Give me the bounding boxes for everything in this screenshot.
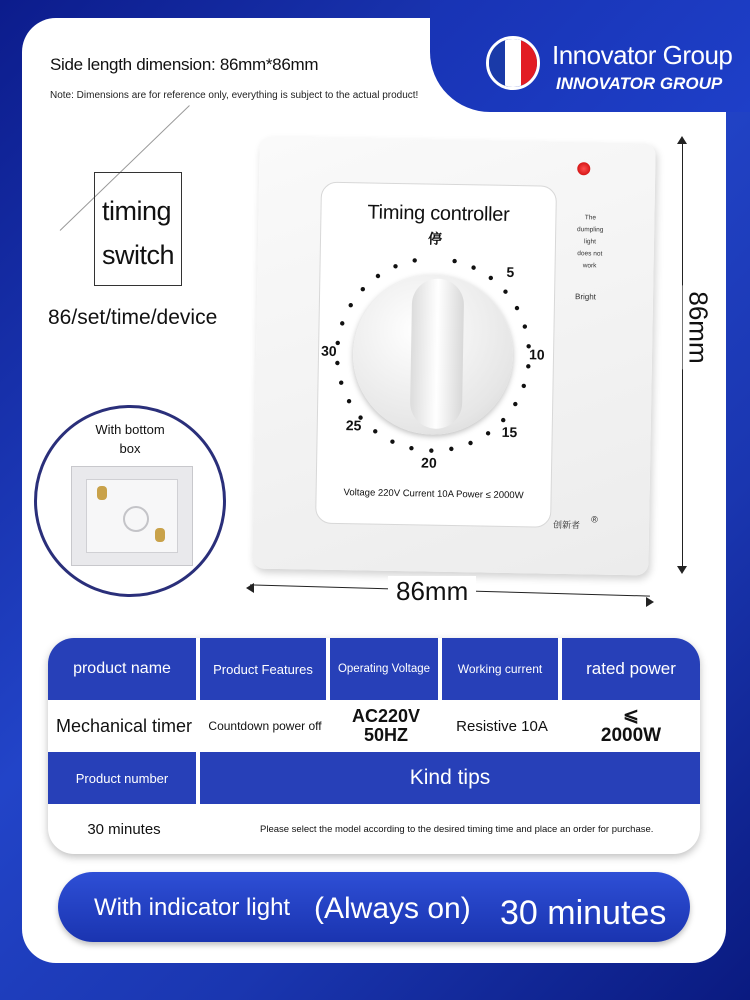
- dial-dot: [393, 264, 397, 268]
- dial-dot: [335, 361, 339, 365]
- switch-label-line1: timing: [102, 196, 172, 226]
- french-flag-icon: [486, 36, 540, 90]
- tick-label-15: 15: [501, 423, 518, 441]
- bottom-box-label: With bottom box: [95, 422, 165, 456]
- controller-title: Timing controller: [367, 201, 510, 226]
- bottom-box-image: [34, 405, 226, 597]
- dial-dot: [522, 384, 526, 388]
- spec-table: [48, 638, 700, 854]
- banner-always-on-text: (Always on): [314, 892, 471, 925]
- dial-dot: [468, 441, 472, 445]
- dimension-note: Note: Dimensions are for reference only, everything is subject to the actual product!: [50, 90, 419, 101]
- dial: [317, 231, 555, 475]
- timer-panel: [252, 137, 655, 576]
- dial-dot: [489, 276, 493, 280]
- header-product-features: Product Features: [200, 638, 328, 700]
- cell-operating-voltage: AC220V 50HZ: [351, 706, 421, 745]
- tick-label-10: 10: [528, 346, 545, 363]
- width-dimension-label: 86mm: [388, 576, 476, 607]
- dial-dot: [361, 287, 365, 291]
- cell-product-number: 30 minutes: [87, 820, 161, 838]
- bright-label: Bright: [574, 292, 597, 302]
- cell-kind-tip: Please select the model according to the desired timing time and place an order for purchase.: [260, 823, 654, 835]
- kind-tips-label: Kind tips: [200, 752, 700, 804]
- knob-grip[interactable]: [410, 278, 465, 429]
- dial-dot: [373, 429, 377, 433]
- switch-label-line2: switch: [102, 240, 175, 270]
- tick-label-20: 20: [420, 454, 437, 471]
- led-note: The dumpling light does not work: [576, 214, 604, 270]
- dial-dot: [339, 380, 343, 384]
- registered-mark: ®: [591, 514, 598, 525]
- header-operating-voltage: Operating Voltage: [330, 638, 440, 700]
- dial-dot: [523, 324, 527, 328]
- spec-text: Voltage 220V Current 10A Power ≤ 2000W: [343, 487, 524, 502]
- tick-label-25: 25: [345, 417, 362, 434]
- dial-dot: [452, 259, 456, 263]
- timer-face: [315, 182, 557, 528]
- arrow-left-icon: [246, 583, 254, 593]
- brand-title: Innovator Group: [552, 40, 733, 70]
- dial-dot: [471, 265, 475, 269]
- dimension-title: Side length dimension: 86mm*86mm: [50, 55, 319, 74]
- dial-dot: [390, 439, 394, 443]
- dial-dot: [429, 448, 433, 452]
- dial-dot: [340, 321, 344, 325]
- dial-dot: [347, 399, 351, 403]
- mounting-box-icon: [71, 466, 193, 566]
- dial-dot: [486, 431, 490, 435]
- header-rated-power: rated power: [562, 638, 700, 700]
- brand-subtitle: INNOVATOR GROUP: [556, 74, 723, 93]
- tick-label-30: 30: [320, 342, 337, 359]
- dial-dot: [526, 364, 530, 368]
- tick-label-5: 5: [506, 263, 515, 281]
- switch-subtitle: 86/set/time/device: [48, 306, 218, 329]
- arrow-down-icon: [677, 566, 687, 574]
- cell-rated-power: ⩽ 2000W: [600, 705, 662, 746]
- dial-dot: [449, 447, 453, 451]
- brand-logo: 创新者: [552, 519, 581, 531]
- dial-dot: [501, 418, 505, 422]
- height-dimension-label: 86mm: [683, 285, 714, 369]
- brand-header: [486, 34, 736, 98]
- dial-dot: [376, 274, 380, 278]
- banner-duration-text: 30 minutes: [500, 894, 667, 932]
- indicator-led-icon: [577, 162, 590, 175]
- dial-dot: [409, 446, 413, 450]
- indicator-banner: [58, 872, 690, 942]
- dial-dot: [412, 258, 416, 262]
- cell-working-current: Resistive 10A: [456, 717, 548, 735]
- dial-dot: [515, 306, 519, 310]
- dial-dot: [513, 402, 517, 406]
- cell-product-name: Mechanical timer: [55, 715, 193, 736]
- arrow-right-icon: [646, 597, 654, 607]
- product-number-label: Product number: [48, 752, 198, 804]
- dial-dot: [503, 289, 507, 293]
- dial-dot: [348, 303, 352, 307]
- cell-product-features: Countdown power off: [208, 719, 322, 733]
- header-product-name: product name: [48, 638, 198, 700]
- banner-indicator-text: With indicator light: [94, 894, 291, 921]
- header-working-current: Working current: [442, 638, 560, 700]
- arrow-up-icon: [677, 136, 687, 144]
- stop-mark: 停: [427, 230, 443, 247]
